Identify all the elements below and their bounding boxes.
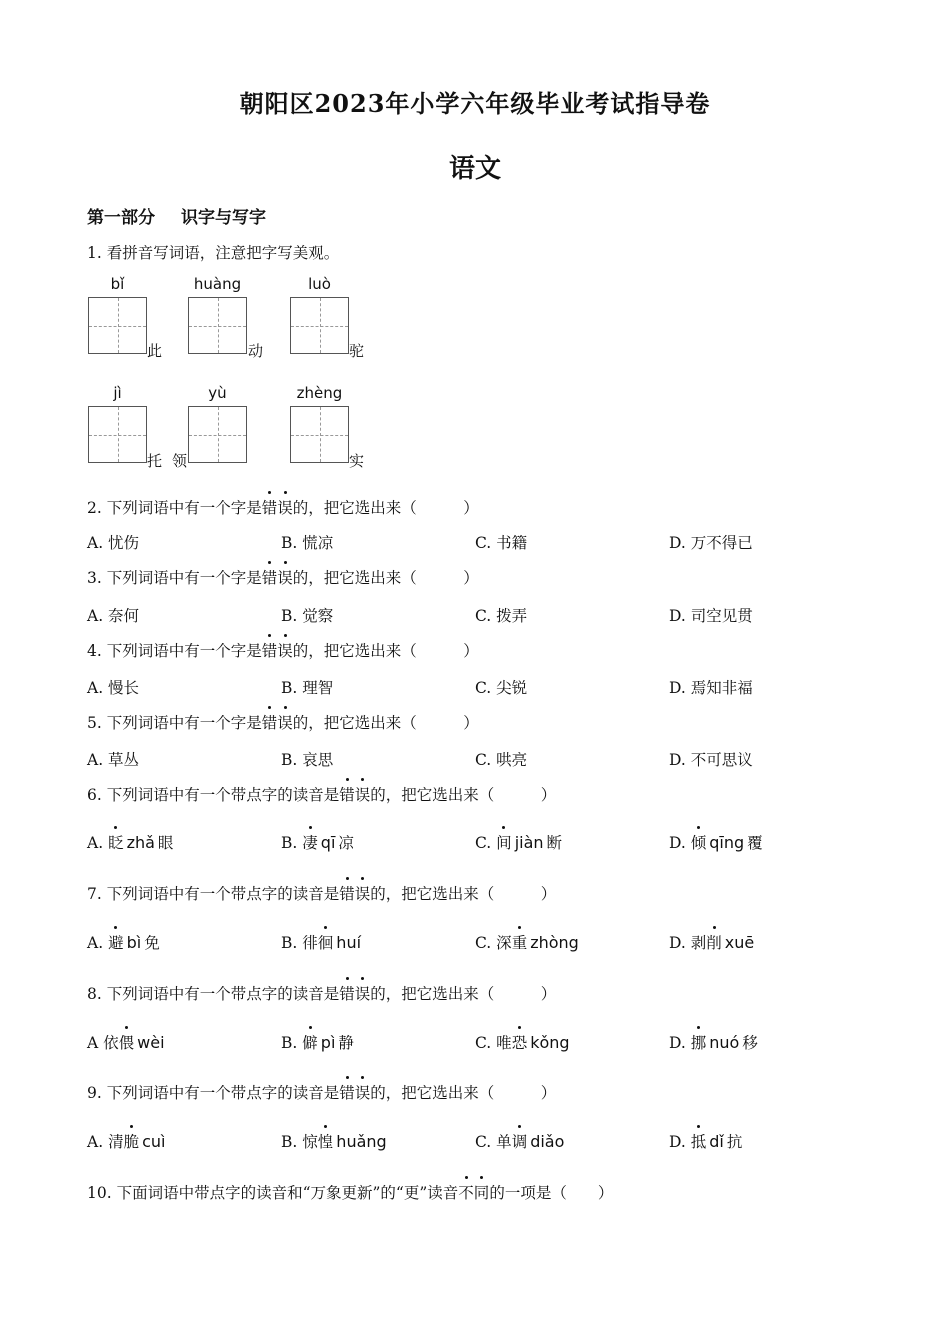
option-char: 眼 (157, 834, 174, 852)
option-pinyin: nuó (709, 1033, 740, 1052)
option-char: 惊 (302, 1133, 318, 1151)
dotted-char: 错 (262, 566, 278, 588)
pinyin-label: luò (308, 275, 331, 293)
option-char: 徘 (302, 934, 318, 952)
option-label: B. (281, 834, 298, 852)
option-char: 深 (496, 934, 512, 952)
dotted-char: 错 (262, 496, 278, 518)
dotted-char: 惶 (318, 1130, 334, 1152)
option-label: D. (669, 1133, 686, 1151)
pinyin-label: huàng (193, 275, 242, 293)
option-pinyin: zhǎ (126, 833, 155, 852)
option-pinyin: qīng (709, 833, 745, 852)
question-3-stem (87, 566, 479, 588)
option-b[interactable]: B. 觉察 (281, 607, 334, 625)
stem-text: 的，把它选出来（ ） (370, 786, 557, 804)
word-suffix: 动 (248, 342, 264, 360)
dotted-char: 误 (277, 711, 293, 733)
dotted-char: 错 (339, 982, 355, 1004)
option-b[interactable] (281, 1031, 354, 1053)
stem-text: 10. 下面词语中带点字的读音和“万象更新”的“更”读音 (87, 1184, 459, 1202)
writing-box[interactable] (290, 297, 349, 354)
stem-text: 的一项是（ ） (489, 1184, 614, 1202)
option-b[interactable] (281, 1130, 390, 1152)
option-label: D. (669, 934, 686, 952)
option-label: C. (475, 834, 492, 852)
option-c[interactable]: C. 哄亮 (475, 751, 528, 769)
option-char: 单 (496, 1133, 512, 1151)
stem-text: 的，把它选出来（ ） (292, 642, 479, 660)
question-7-stem (87, 882, 556, 904)
dotted-char: 挪 (691, 1031, 707, 1053)
question-2-stem (87, 496, 479, 518)
dotted-char: 错 (339, 1081, 355, 1103)
option-label: A. (87, 934, 104, 952)
option-char: 剥 (690, 934, 707, 952)
option-pinyin: wèi (137, 1033, 165, 1052)
option-d[interactable]: D. 万不得已 (669, 534, 753, 552)
option-d[interactable]: D. 不可思议 (669, 751, 753, 769)
option-d[interactable] (669, 931, 757, 953)
option-a[interactable] (87, 831, 173, 853)
option-label: B. (281, 1034, 298, 1052)
option-a[interactable]: A. 草丛 (87, 751, 140, 769)
option-label: D. (669, 834, 686, 852)
writing-box[interactable] (290, 406, 349, 463)
stem-text: 下列词语中有一个字是 (106, 642, 262, 660)
dotted-char: 误 (355, 1081, 371, 1103)
question-number: 3. (87, 569, 102, 587)
dotted-char: 间 (496, 831, 512, 853)
dotted-char: 错 (339, 882, 355, 904)
pinyin-label: jì (113, 384, 122, 402)
option-d[interactable] (669, 1130, 742, 1152)
dotted-char: 调 (512, 1130, 528, 1152)
question-number: 7. (87, 885, 102, 903)
option-pinyin: pì (320, 1033, 336, 1052)
word-suffix: 此 (147, 342, 163, 360)
question-10-stem (87, 1181, 613, 1203)
option-char: 抗 (726, 1133, 743, 1151)
dotted-char: 误 (355, 982, 371, 1004)
question-number: 4. (87, 642, 102, 660)
dotted-char: 错 (262, 711, 278, 733)
section-name: 识字与写字 (181, 208, 266, 228)
option-label: C. (475, 934, 492, 952)
question-8-stem (87, 982, 556, 1004)
dotted-char: 同 (474, 1181, 490, 1203)
option-pinyin: zhòng (530, 933, 579, 952)
writing-box[interactable] (188, 406, 247, 463)
option-label: A (87, 1034, 99, 1052)
dotted-char: 抵 (691, 1130, 707, 1152)
stem-text: 的，把它选出来（ ） (292, 714, 479, 732)
dotted-char: 误 (355, 882, 371, 904)
dotted-char: 重 (512, 931, 528, 953)
dotted-char: 避 (108, 931, 124, 953)
option-char: 移 (742, 1034, 758, 1052)
option-c[interactable]: C. 书籍 (475, 534, 528, 552)
option-d[interactable] (669, 831, 763, 853)
stem-text: 下列词语中有一个带点字的读音是 (106, 985, 340, 1003)
stem-text: 下列词语中有一个带点字的读音是 (106, 786, 340, 804)
option-char: 断 (546, 834, 563, 852)
option-b[interactable] (281, 931, 364, 953)
dotted-char: 脆 (124, 1130, 140, 1152)
option-label: C. (475, 1034, 492, 1052)
word-suffix: 实 (349, 452, 365, 470)
option-b[interactable]: B. 慌凉 (281, 534, 334, 552)
section-number: 第一部分 (87, 208, 155, 228)
dotted-char: 削 (706, 931, 722, 953)
question-1-stem: 1. 看拼音写词语，注意把字写美观。 (87, 244, 340, 262)
dotted-char: 恐 (512, 1031, 528, 1053)
dotted-char: 不 (458, 1181, 474, 1203)
word-suffix: 领 (172, 452, 188, 470)
option-b[interactable]: B. 理智 (281, 679, 334, 697)
option-pinyin: jiàn (514, 833, 544, 852)
question-number: 9. (87, 1084, 102, 1102)
question-number: 2. (87, 499, 102, 517)
pinyin-label: bǐ (110, 275, 125, 293)
stem-text: 下列词语中有一个带点字的读音是 (106, 1084, 340, 1102)
option-b[interactable]: B. 哀思 (281, 751, 334, 769)
option-label: B. (281, 1133, 298, 1151)
option-b[interactable] (281, 831, 354, 853)
option-pinyin: bì (126, 933, 142, 952)
dotted-char: 误 (277, 566, 293, 588)
option-a[interactable]: A. 慢长 (87, 679, 140, 697)
question-number: 5. (87, 714, 102, 732)
option-char: 覆 (747, 834, 763, 852)
dotted-char: 僻 (302, 1031, 318, 1053)
option-pinyin: cuì (142, 1132, 166, 1151)
option-char: 清 (108, 1133, 124, 1151)
option-label: A. (87, 1133, 104, 1151)
writing-box[interactable] (188, 297, 247, 354)
option-char: 凉 (338, 834, 354, 852)
writing-box[interactable] (88, 406, 147, 463)
option-c[interactable]: C. 尖锐 (475, 679, 528, 697)
option-c[interactable] (475, 831, 562, 853)
question-number: 8. (87, 985, 102, 1003)
question-4-stem (87, 639, 479, 661)
stem-text: 的，把它选出来（ ） (370, 885, 557, 903)
dotted-char: 徊 (318, 931, 334, 953)
option-a[interactable] (87, 1130, 168, 1152)
option-c[interactable]: C. 拨弄 (475, 607, 528, 625)
pinyin-label: yù (208, 384, 227, 402)
option-label: A. (87, 834, 104, 852)
option-pinyin: dǐ (709, 1132, 724, 1151)
option-char: 免 (144, 934, 160, 952)
option-d[interactable]: D. 焉知非福 (669, 679, 753, 697)
option-c[interactable] (475, 931, 582, 953)
word-suffix: 托 (147, 452, 163, 470)
dotted-char: 误 (355, 783, 371, 805)
option-a[interactable]: A. 奈何 (87, 607, 140, 625)
dotted-char: 偎 (119, 1031, 135, 1053)
dotted-char: 误 (277, 639, 293, 661)
dotted-char: 误 (277, 496, 293, 518)
option-pinyin: qī (320, 833, 336, 852)
dotted-char: 倾 (691, 831, 707, 853)
option-pinyin: diǎo (530, 1132, 565, 1151)
question-5-stem (87, 711, 479, 733)
exam-title: 朝阳区2023年小学六年级毕业考试指导卷 (239, 89, 711, 118)
stem-text: 的，把它选出来（ ） (370, 985, 557, 1003)
stem-text: 下列词语中有一个带点字的读音是 (106, 885, 340, 903)
option-label: C. (475, 1133, 492, 1151)
pinyin-label: zhèng (296, 384, 343, 402)
option-d[interactable] (669, 1031, 758, 1053)
option-char: 静 (338, 1034, 354, 1052)
option-char: 依 (103, 1034, 119, 1052)
subject-title: 语文 (448, 154, 501, 184)
option-pinyin: huí (336, 933, 362, 952)
option-pinyin: xuē (724, 933, 755, 952)
word-suffix: 驼 (349, 342, 365, 360)
question-9-stem (87, 1081, 556, 1103)
question-6-stem (87, 783, 556, 805)
stem-text: 的，把它选出来（ ） (370, 1084, 557, 1102)
writing-box[interactable] (88, 297, 147, 354)
option-c[interactable] (475, 1130, 567, 1152)
option-pinyin: huǎng (336, 1132, 387, 1151)
dotted-char: 错 (339, 783, 355, 805)
option-label: D. (669, 1034, 686, 1052)
section-heading (87, 203, 266, 228)
option-label: B. (281, 934, 298, 952)
option-pinyin: kǒng (530, 1033, 570, 1052)
question-number: 6. (87, 786, 102, 804)
stem-text: 下列词语中有一个字是 (106, 714, 262, 732)
option-c[interactable] (475, 1031, 573, 1053)
option-a[interactable] (87, 1031, 168, 1053)
option-a[interactable] (87, 931, 160, 953)
stem-text: 的，把它选出来（ ） (292, 569, 479, 587)
dotted-char: 凄 (302, 831, 318, 853)
dotted-char: 错 (262, 639, 278, 661)
stem-text: 下列词语中有一个字是 (106, 499, 262, 517)
stem-text: 下列词语中有一个字是 (106, 569, 262, 587)
option-a[interactable]: A. 忧伤 (87, 534, 140, 552)
option-d[interactable]: D. 司空见贯 (669, 607, 753, 625)
option-char: 唯 (496, 1034, 512, 1052)
stem-text: 的，把它选出来（ ） (292, 499, 479, 517)
dotted-char: 眨 (108, 831, 124, 853)
